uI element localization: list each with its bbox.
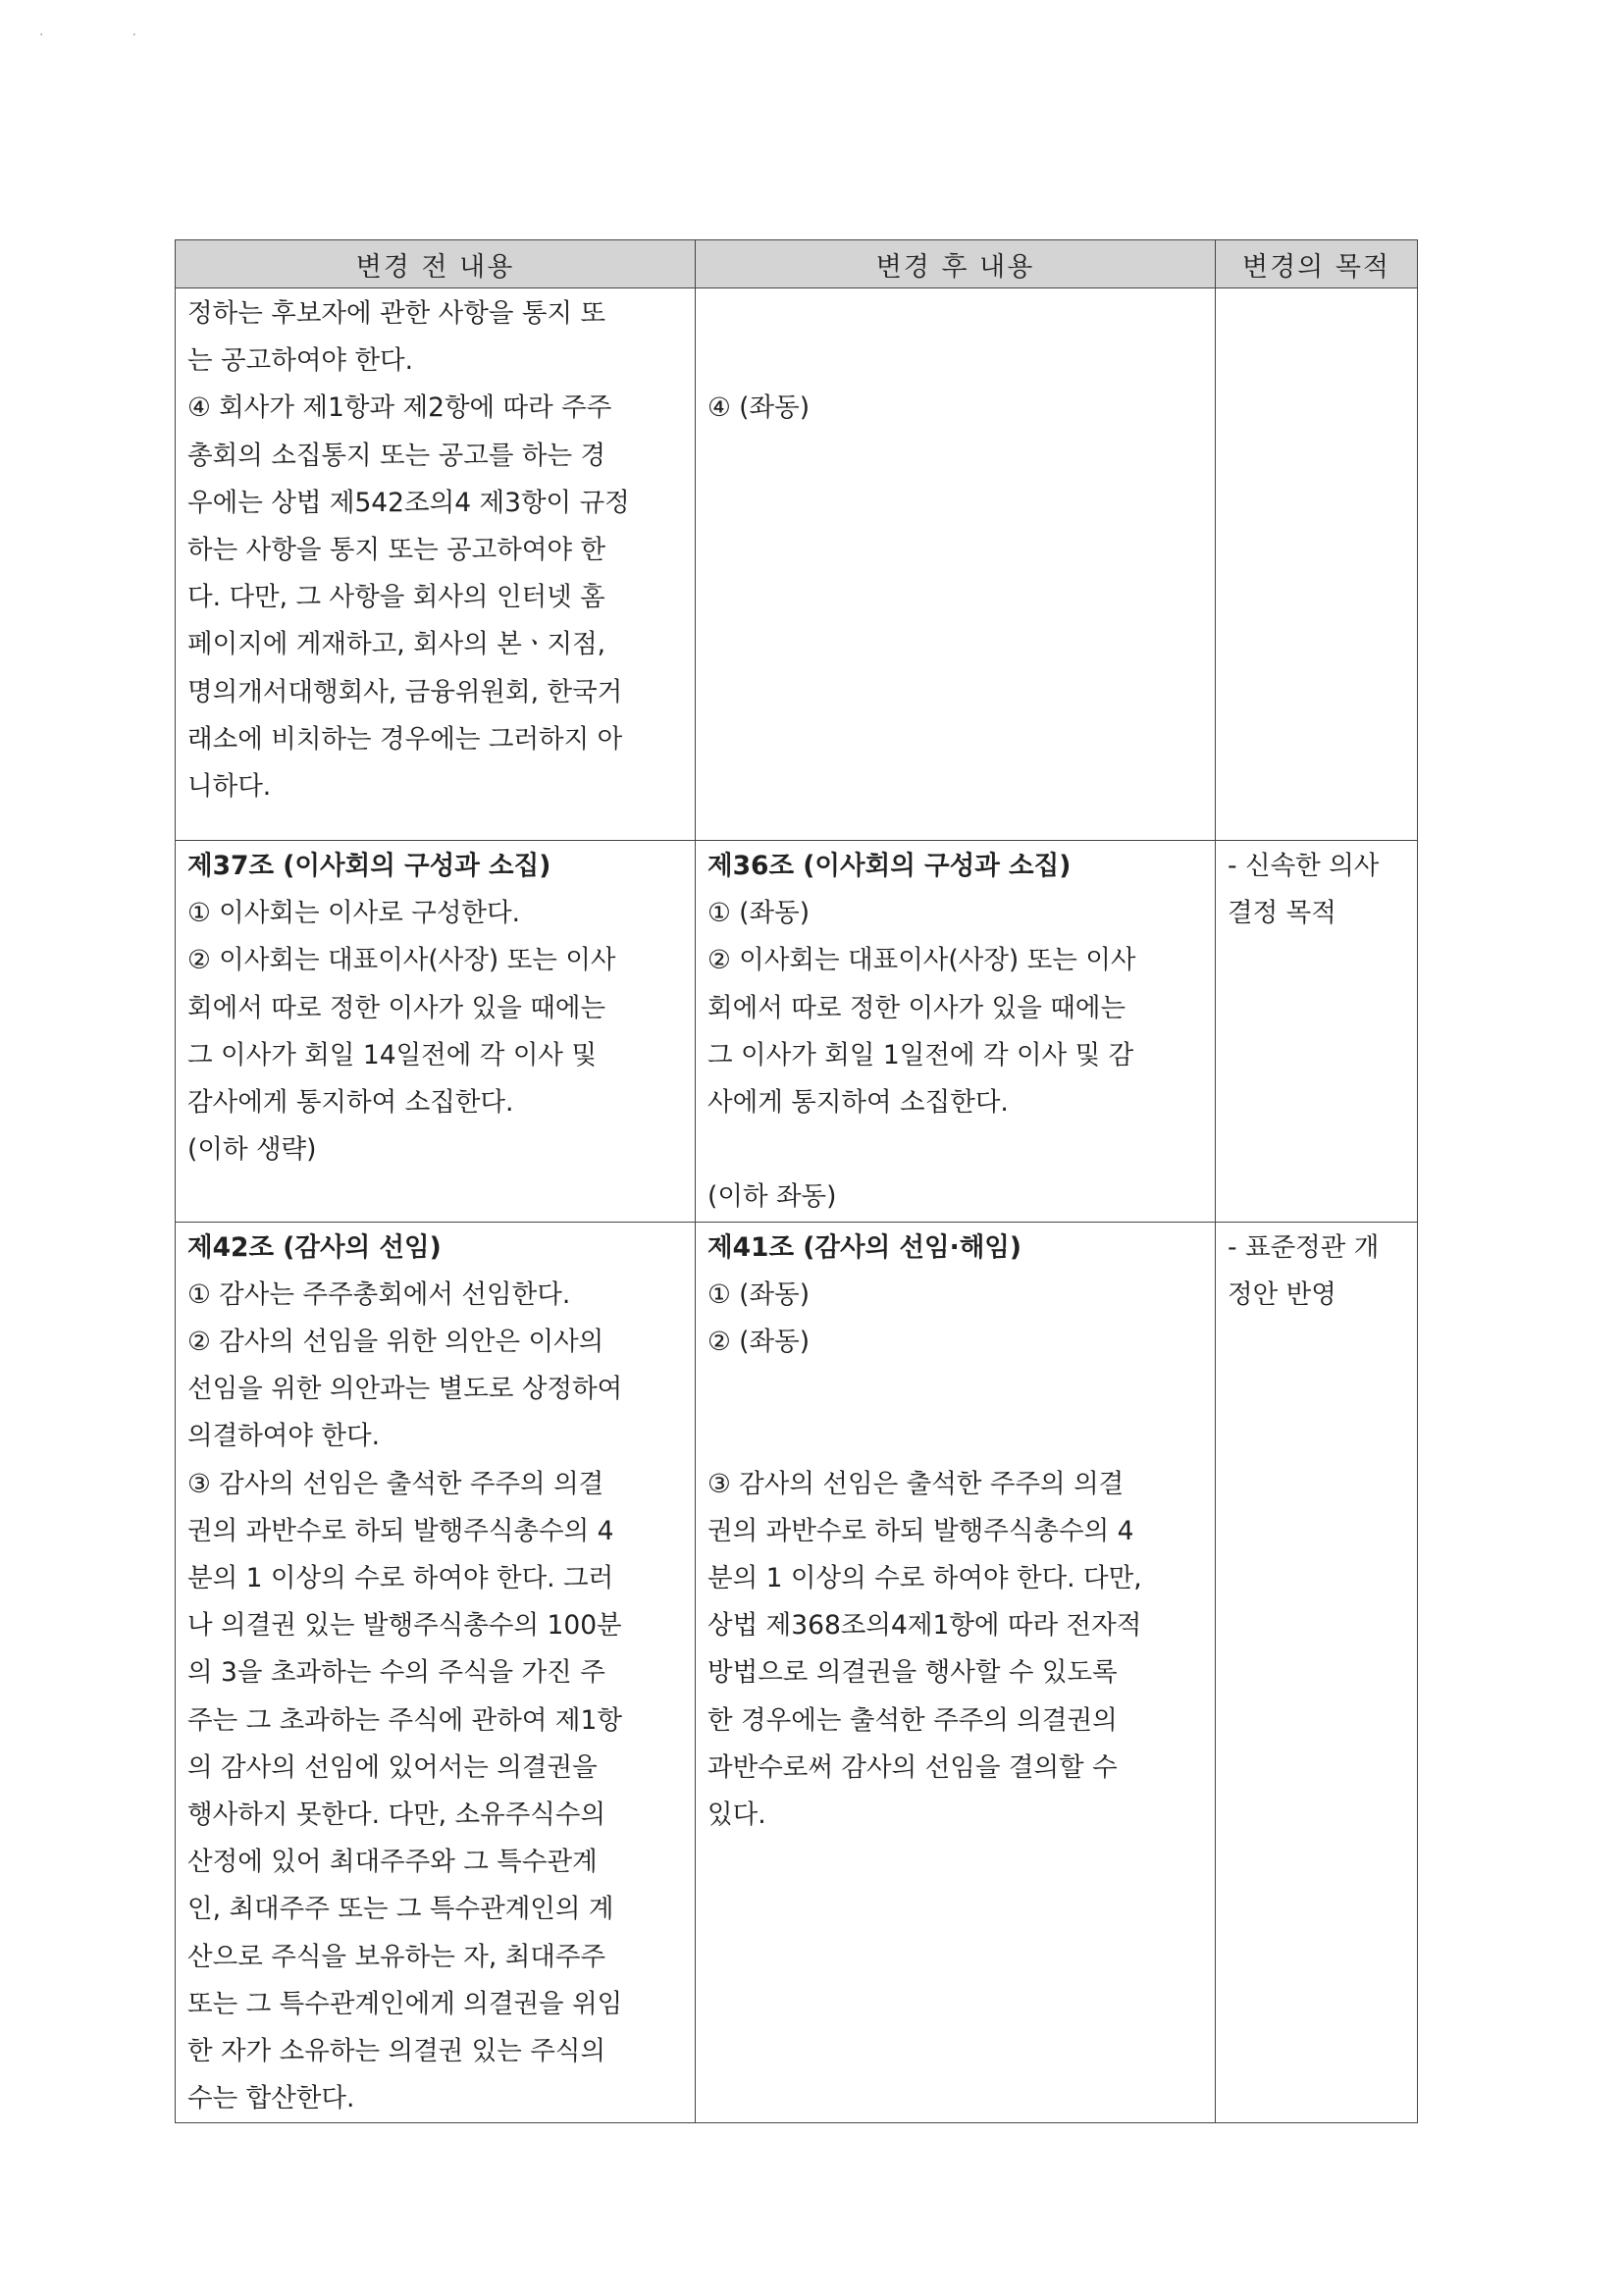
header-purpose: 변경의 목적: [1216, 240, 1418, 288]
text-line: 한 자가 소유하는 의결권 있는 주식의: [187, 2036, 606, 2067]
article-title: 제42조 (감사의 선임): [187, 1231, 442, 1263]
text-line: 의결하여야 한다.: [187, 1421, 381, 1452]
text-line: (이하 좌동): [707, 1181, 837, 1213]
text-line: 또는 그 특수관계인에게 의결권을 위임: [187, 1988, 623, 2019]
text-line: 권의 과반수로 하되 발행주식총수의 4: [707, 1515, 1134, 1546]
text-line: 회에서 따로 정한 이사가 있을 때에는: [707, 992, 1126, 1023]
text-line: 정하는 후보자에 관한 사항을 통지 또: [187, 298, 606, 329]
text-line: 상법 제368조의4제1항에 따라 전자적: [707, 1610, 1142, 1642]
text-line: (이하 생략): [187, 1134, 317, 1166]
text-line: 산정에 있어 최대주주와 그 특수관계: [187, 1847, 598, 1878]
text-line: 정안 반영: [1228, 1278, 1336, 1310]
row1-after-cell: [696, 288, 1216, 841]
text-line: 인, 최대주주 또는 그 특수관계인의 계: [187, 1894, 614, 1925]
text-line: ④ (좌동): [707, 392, 811, 424]
spacer: [707, 290, 1203, 385]
text-line: 수는 합산한다.: [187, 2083, 355, 2114]
row1-before-cell: [176, 288, 696, 841]
text-line: 총회의 소집통지 또는 공고를 하는 경: [187, 440, 606, 471]
header-before: 변경 전 내용: [176, 240, 696, 288]
text-line: 있다.: [707, 1800, 766, 1831]
row2-after-cell: [696, 841, 1216, 1223]
text-line: 분의 1 이상의 수로 하여야 한다. 다만,: [707, 1563, 1142, 1593]
spacer: [707, 1366, 1203, 1413]
table-row: [176, 288, 1418, 841]
text-line: ③ 감사의 선임은 출석한 주주의 의결: [707, 1468, 1125, 1499]
text-line: 행사하지 못한다. 다만, 소유주식수의: [187, 1800, 606, 1831]
text-line: ② 이사회는 대표이사(사장) 또는 이사: [187, 945, 616, 976]
text-line: - 신속한 의사: [1228, 851, 1380, 881]
text-line: 나 의결권 있는 발행주식총수의 100분: [187, 1610, 622, 1642]
table-row: [176, 1222, 1418, 2123]
text-line: 주는 그 초과하는 주식에 관하여 제1항: [187, 1704, 622, 1736]
spacer: [707, 1413, 1203, 1460]
text-line: 그 이사가 회일 1일전에 각 이사 및 감: [707, 1039, 1134, 1070]
scan-artifact-dots: ··: [39, 27, 225, 43]
text-line: 다. 다만, 그 사항을 회사의 인터넷 홈: [187, 582, 605, 613]
spacer: [707, 1126, 1203, 1174]
text-line: 결정 목적: [1228, 898, 1336, 929]
table-header-row: [176, 240, 1418, 288]
text-line: 래소에 비치하는 경우에는 그러하지 아: [187, 723, 623, 755]
text-line: - 표준정관 개: [1228, 1231, 1380, 1263]
row2-before-cell: [176, 841, 696, 1223]
row3-before-cell: [176, 1222, 696, 2123]
text-line: 의 감사의 선임에 있어서는 의결권을: [187, 1751, 598, 1783]
article-title: 제36조 (이사회의 구성과 소집): [707, 851, 1072, 881]
text-line: ③ 감사의 선임은 출석한 주주의 의결: [187, 1468, 604, 1499]
text-line: 니하다.: [187, 771, 272, 803]
text-line: 선임을 위한 의안과는 별도로 상정하여: [187, 1374, 623, 1405]
text-line: 사에게 통지하여 소집한다.: [707, 1087, 1009, 1119]
text-line: ① (좌동): [707, 1278, 811, 1310]
text-line: 하는 사항을 통지 또는 공고하여야 한: [187, 535, 606, 566]
text-line: 과반수로써 감사의 선임을 결의할 수: [707, 1751, 1118, 1783]
text-line: ④ 회사가 제1항과 제2항에 따라 주주: [187, 392, 612, 424]
row3-after-cell: [696, 1222, 1216, 2123]
text-line: 한 경우에는 출석한 주주의 의결권의: [707, 1704, 1118, 1736]
text-line: ① 감사는 주주총회에서 선임한다.: [187, 1278, 571, 1310]
text-line: 는 공고하여야 한다.: [187, 345, 414, 377]
text-line: 그 이사가 회일 14일전에 각 이사 및: [187, 1039, 598, 1070]
text-line: 명의개서대행회사, 금융위원회, 한국거: [187, 676, 623, 707]
article-title: 제41조 (감사의 선임·해임): [707, 1231, 1022, 1263]
text-line: 페이지에 게재하고, 회사의 본ㆍ지점,: [187, 629, 606, 660]
text-line: 감사에게 통지하여 소집한다.: [187, 1087, 514, 1119]
text-line: 산으로 주식을 보유하는 자, 최대주주: [187, 1941, 606, 1972]
text-line: ② 감사의 선임을 위한 의안은 이사의: [187, 1327, 604, 1358]
text-line: 권의 과반수로 하되 발행주식총수의 4: [187, 1515, 614, 1546]
row1-purpose-cell: [1216, 288, 1418, 841]
text-line: ② (좌동): [707, 1327, 811, 1358]
text-line: ① 이사회는 이사로 구성한다.: [187, 898, 521, 929]
text-line: ② 이사회는 대표이사(사장) 또는 이사: [707, 945, 1136, 976]
text-line: 방법으로 의결권을 행사할 수 있도록: [707, 1657, 1118, 1689]
text-line: 회에서 따로 정한 이사가 있을 때에는: [187, 992, 606, 1023]
text-line: 분의 1 이상의 수로 하여야 한다. 그러: [187, 1563, 614, 1594]
text-line: 의 3을 초과하는 수의 주식을 가진 주: [187, 1657, 605, 1689]
row2-purpose-cell: [1216, 841, 1418, 1223]
table-row: [176, 841, 1418, 1223]
header-after: 변경 후 내용: [696, 240, 1216, 288]
text-line: ① (좌동): [707, 898, 811, 929]
row3-purpose-cell: [1216, 1222, 1418, 2123]
article-title: 제37조 (이사회의 구성과 소집): [187, 851, 551, 881]
amendment-comparison-table: [175, 239, 1418, 2123]
text-line: 우에는 상법 제542조의4 제3항이 규정: [187, 487, 630, 518]
